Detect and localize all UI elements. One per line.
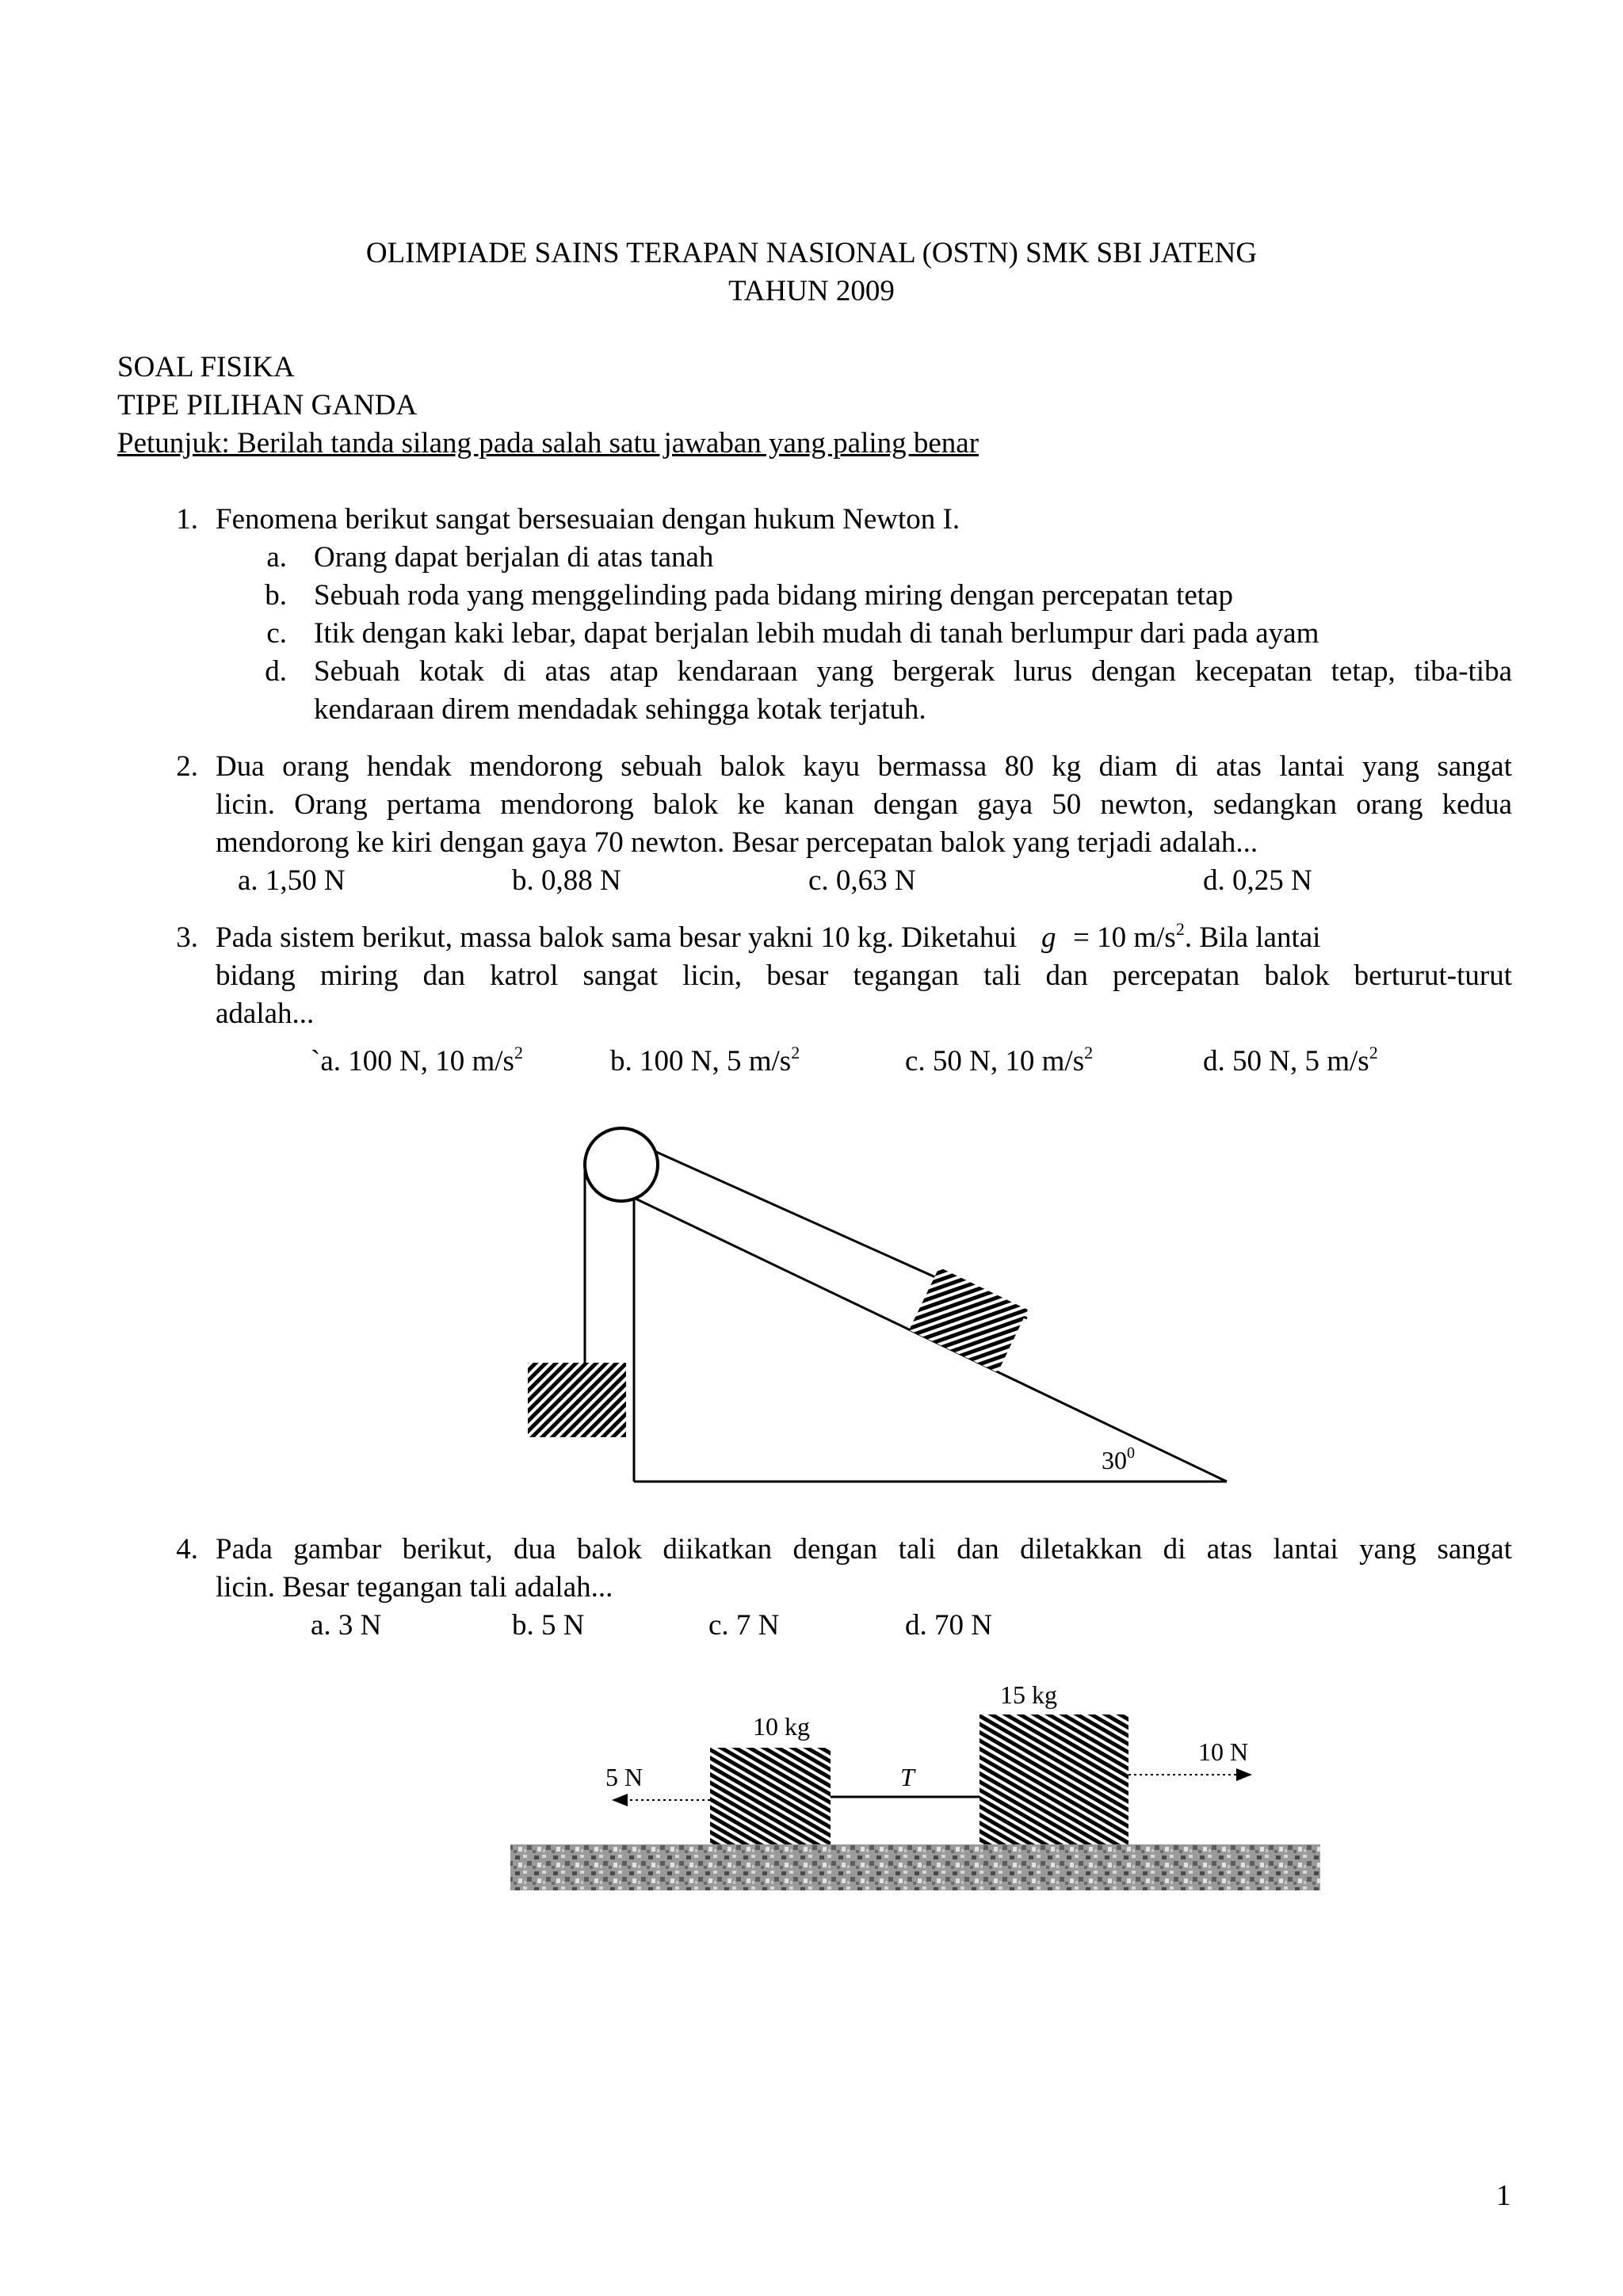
- hanging-block: [528, 1363, 626, 1437]
- document-title: OLIMPIADE SAINS TERAPAN NASIONAL (OSTN) SMK SBI JATENG: [365, 237, 1258, 269]
- q2-line3: mendorong ke kiri dengan gaya 70 newton. Besar percepatan balok yang terjadi adalah...: [216, 826, 1258, 859]
- q4-option-a: a. 3 N: [311, 1609, 382, 1642]
- q1-option-b-label: b.: [265, 579, 287, 612]
- q1-text: Fenomena berikut sangat bersesuaian dengan hukum Newton I.: [216, 503, 960, 536]
- force-arrow-left: [612, 1794, 710, 1806]
- q3-gravity-symbol: g: [1041, 921, 1056, 954]
- q2-line2: licin. Orang pertama mendorong balok ke kanan dengan gaya 50 newton, sedangkan orang kedua: [216, 788, 1512, 821]
- pulley: [585, 1128, 658, 1201]
- q4-option-c: c. 7 N: [708, 1609, 780, 1642]
- subject-heading: SOAL FISIKA: [117, 351, 295, 383]
- force-arrow-right: [1128, 1768, 1252, 1781]
- block-left: [710, 1748, 831, 1844]
- block-right: [980, 1714, 1128, 1844]
- q3-gravity-exponent: 2: [1175, 918, 1185, 939]
- incline-block: [909, 1268, 1028, 1373]
- q3-line2: bidang miring dan katrol sangat licin, besar tegangan tali dan percepatan balok berturut-turut: [216, 959, 1512, 992]
- document-year: TAHUN 2009: [728, 275, 895, 307]
- q2-option-b: b. 0,88 N: [512, 864, 621, 897]
- inclined-plane-figure: [507, 1109, 1252, 1505]
- q2-number: 2.: [176, 750, 198, 783]
- q3-line3: adalah...: [216, 997, 315, 1030]
- q3-line1-end: . Bila lantai: [1184, 921, 1321, 954]
- q1-option-d-line1: Sebuah kotak di atas atap kendaraan yang bergerak lurus dengan kecepatan tetap, tiba-tiba: [314, 655, 1512, 688]
- q1-option-d-label: d.: [265, 655, 287, 688]
- q3-option-d: d. 50 N, 5 $m/s^2$: [1203, 1042, 1378, 1077]
- q1-option-a-label: a.: [266, 541, 287, 574]
- question-type-heading: TIPE PILIHAN GANDA: [117, 389, 418, 421]
- q1-option-d-line2: kendaraan direm mendadak sehingga kotak terjatuh.: [314, 693, 926, 726]
- q2-option-c: c. 0,63 N: [808, 864, 916, 897]
- q4-option-b: b. 5 N: [512, 1609, 585, 1642]
- instruction-text: Petunjuk: Berilah tanda silang pada salah satu jawaban yang paling benar: [117, 427, 980, 460]
- page-number: 1: [1496, 2180, 1511, 2212]
- q3-number: 3.: [176, 921, 198, 954]
- angle-label: $30^0$: [1102, 1444, 1135, 1474]
- tension-label: T: [900, 1763, 915, 1791]
- q4-number: 4.: [176, 1533, 198, 1566]
- q1-option-a: Orang dapat berjalan di atas tanah: [314, 541, 714, 574]
- q3-gravity-value: = 10 m/s: [1073, 921, 1176, 954]
- q4-line2: licin. Besar tegangan tali adalah...: [216, 1571, 613, 1604]
- q3-line1-start: Pada sistem berikut, massa balok sama besar yakni 10 kg. Diketahui: [216, 921, 1018, 954]
- q3-option-a: `a. 100 N, 10 $m/s^2$: [311, 1042, 523, 1077]
- mass-left-label: 10 kg: [753, 1712, 810, 1741]
- q2-option-a: a. 1,50 N: [238, 864, 346, 897]
- q3-option-b: b. 100 N, 5 $m/s^2$: [610, 1042, 800, 1077]
- q1-option-b: Sebuah roda yang menggelinding pada bidang miring dengan percepatan tetap: [314, 579, 1233, 612]
- floor: [510, 1844, 1320, 1890]
- force-right-label: 10 N: [1198, 1737, 1249, 1766]
- two-blocks-figure: [491, 1672, 1331, 1909]
- q4-line1: Pada gambar berikut, dua balok diikatkan dengan tali dan diletakkan di atas lantai yang sangat: [216, 1533, 1512, 1566]
- q1-number: 1.: [176, 503, 198, 536]
- q2-line1: Dua orang hendak mendorong sebuah balok kayu bermassa 80 kg diam di atas lantai yang sangat: [216, 750, 1512, 783]
- q2-option-d: d. 0,25 N: [1203, 864, 1312, 897]
- q1-option-c-label: c.: [266, 617, 287, 650]
- q4-option-d: d. 70 N: [905, 1609, 992, 1642]
- q1-option-c: Itik dengan kaki lebar, dapat berjalan lebih mudah di tanah berlumpur dari pada ayam: [314, 617, 1319, 650]
- q3-line1: [216, 919, 1512, 957]
- mass-right-label: 15 kg: [1000, 1680, 1057, 1709]
- force-left-label: 5 N: [605, 1763, 643, 1791]
- q3-option-c: c. 50 N, 10 $m/s^2$: [905, 1042, 1094, 1077]
